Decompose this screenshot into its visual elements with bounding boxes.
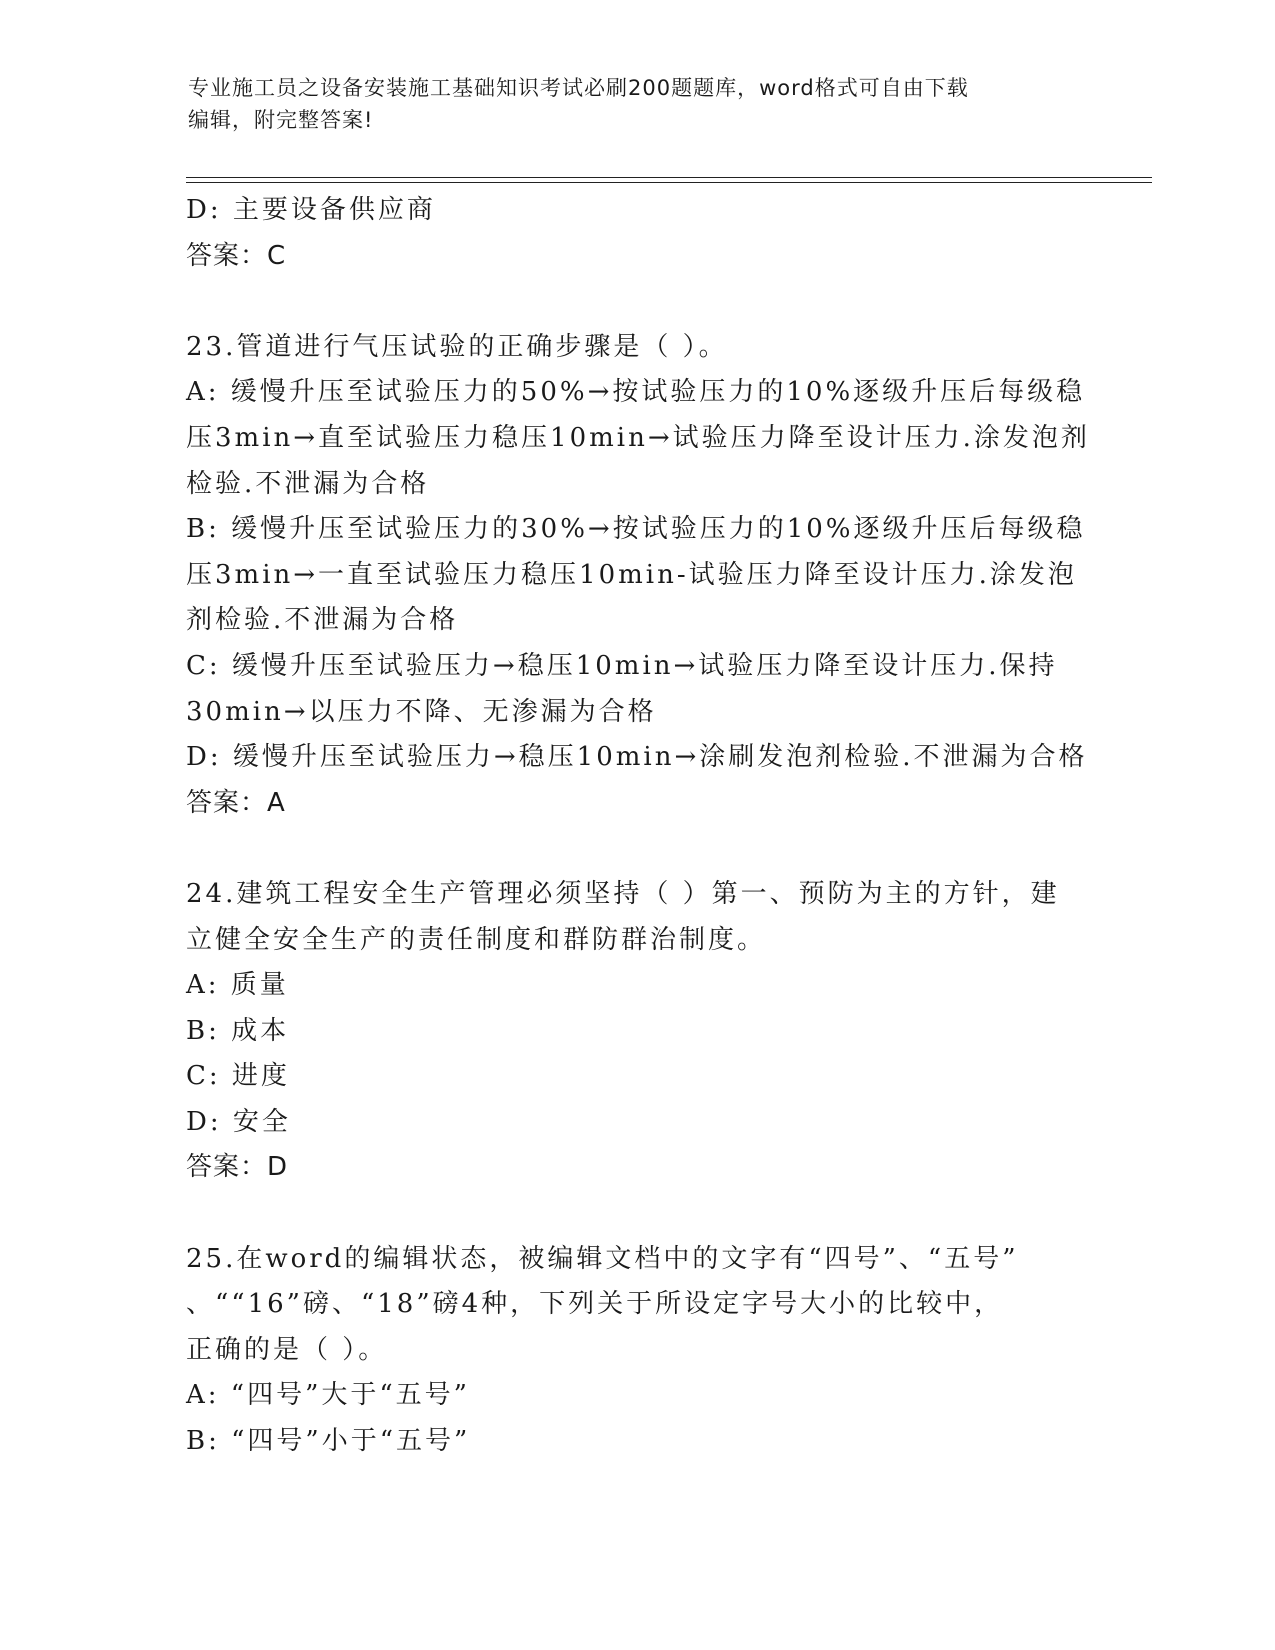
text-line: C: 进度 [186, 1061, 290, 1092]
text-line: A: 缓慢升压至试验压力的50%→按试验压力的10%逐级升压后每级稳 [186, 377, 1086, 408]
text-line: 剂检验.不泄漏为合格 [186, 605, 459, 636]
document-header [188, 72, 1088, 136]
text-line: B: 缓慢升压至试验压力的30%→按试验压力的10%逐级升压后每级稳 [186, 514, 1086, 545]
answer-line: 答案：A [186, 787, 286, 818]
text-line: D: 安全 [186, 1106, 291, 1137]
blank-line [186, 279, 1086, 325]
text-line: 23.管道进行气压试验的正确步骤是（ ）。 [186, 331, 728, 362]
text-line: 24.建筑工程安全生产管理必须坚持（ ）第一、预防为主的方针，建 [186, 878, 1060, 909]
answer-line: 答案：C [186, 240, 287, 271]
header-rule-bottom [186, 182, 1152, 183]
blank-line [186, 1191, 1086, 1237]
header-line-2: 编辑，附完整答案! [188, 108, 374, 132]
document-body [186, 188, 1090, 1465]
text-line: B: “四号”小于“五号” [186, 1426, 471, 1457]
text-line: D: 主要设备供应商 [186, 195, 436, 225]
text-line: 30min→以压力不降、无渗漏为合格 [186, 696, 657, 727]
text-line: 、““16”磅、“18”磅4种，下列关于所设定字号大小的比较中， [186, 1289, 1004, 1320]
text-line: D: 缓慢升压至试验压力→稳压10min→涂刷发泡剂检验.不泄漏为合格 [186, 742, 1088, 773]
text-line: 检验.不泄漏为合格 [186, 468, 430, 499]
header-line-1: 专业施工员之设备安装施工基础知识考试必刷200题题库，word格式可自由下载 [188, 76, 969, 100]
text-line: A: 质量 [186, 970, 289, 1001]
answer-line: 答案：D [186, 1152, 289, 1183]
text-line: 压3min→直至试验压力稳压10min→试验压力降至设计压力.涂发泡剂 [186, 422, 1090, 453]
text-line: C: 缓慢升压至试验压力→稳压10min→试验压力降至设计压力.保持 [186, 650, 1058, 681]
text-line: 压3min→一直至试验压力稳压10min-试验压力降至设计压力.涂发泡 [186, 559, 1077, 590]
blank-line [186, 826, 1086, 872]
text-line: B: 成本 [186, 1015, 290, 1046]
text-line: 立健全安全生产的责任制度和群防群治制度。 [186, 924, 767, 955]
text-line: A: “四号”大于“五号” [186, 1380, 470, 1411]
text-line: 正确的是（ ）。 [186, 1334, 388, 1365]
text-line: 25.在word的编辑状态，被编辑文档中的文字有“四号”、“五号” [186, 1243, 1019, 1274]
header-rule-top [186, 177, 1152, 178]
